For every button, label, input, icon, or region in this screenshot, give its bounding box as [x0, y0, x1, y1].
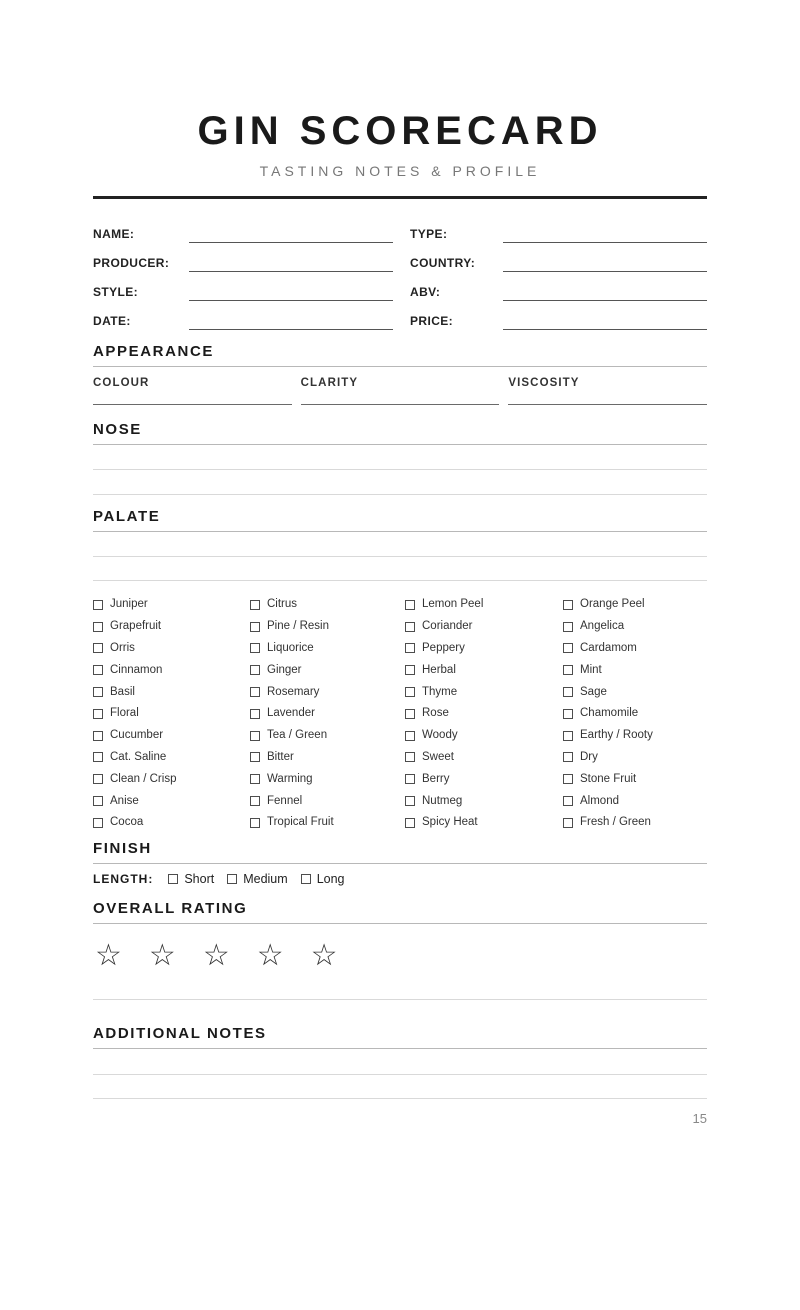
scorecard-page: [0, 110, 800, 1310]
header-divider: [93, 196, 707, 199]
checkbox-icon[interactable]: [563, 600, 573, 610]
aroma-item-juniper[interactable]: [93, 594, 250, 616]
aroma-label: Spicy Heat: [422, 816, 478, 829]
star-outline-icon[interactable]: ☆: [256, 937, 284, 973]
checkbox-icon[interactable]: [563, 622, 573, 632]
checkbox-icon[interactable]: [405, 796, 415, 806]
checkbox-icon[interactable]: [93, 709, 103, 719]
aroma-item-lemon-peel[interactable]: [405, 594, 563, 616]
aroma-item-sweet[interactable]: [405, 747, 563, 769]
aroma-item-fresh-green[interactable]: [563, 812, 707, 834]
checkbox-icon[interactable]: [563, 687, 573, 697]
checkbox-icon[interactable]: [168, 874, 178, 884]
checkbox-icon[interactable]: [405, 774, 415, 784]
aroma-item-spicy-heat[interactable]: [405, 812, 563, 834]
aroma-label: Tea / Green: [267, 729, 328, 742]
page-subtitle: TASTING NOTES & PROFILE: [259, 163, 541, 179]
aroma-label: Fennel: [267, 794, 303, 807]
aroma-item-rose[interactable]: [405, 703, 563, 725]
length-option-medium[interactable]: [227, 872, 287, 886]
rating-writing-line[interactable]: [93, 999, 707, 1000]
aroma-label: Floral: [110, 707, 139, 720]
aroma-item-tropical-fruit[interactable]: [250, 812, 405, 834]
aroma-label: Lemon Peel: [422, 598, 484, 611]
checkbox-icon[interactable]: [250, 600, 260, 610]
aroma-label: Sage: [580, 685, 607, 698]
checkbox-icon[interactable]: [563, 774, 573, 784]
checkbox-icon[interactable]: [250, 796, 260, 806]
aroma-label: Herbal: [422, 663, 456, 676]
aroma-item-thyme[interactable]: [405, 681, 563, 703]
aroma-label: Angelica: [580, 620, 625, 633]
aroma-label: Cocoa: [110, 816, 144, 829]
appearance-col-colour: [93, 376, 292, 405]
aroma-item-orange-peel[interactable]: [563, 594, 707, 616]
field-label-date: DATE:: [93, 314, 131, 328]
aroma-item-stone-fruit[interactable]: [563, 768, 707, 790]
field-label-abv: ABV:: [410, 285, 441, 299]
nose-writing-line[interactable]: [93, 469, 707, 470]
checkbox-icon[interactable]: [93, 622, 103, 632]
aroma-label: Warming: [267, 772, 313, 785]
aroma-label: Fresh / Green: [580, 816, 651, 829]
checkbox-icon[interactable]: [250, 622, 260, 632]
aroma-item-cocoa[interactable]: [93, 812, 250, 834]
aroma-item-sage[interactable]: [563, 681, 707, 703]
section-title-finish: FINISH: [93, 841, 707, 864]
aroma-label: Liquorice: [267, 641, 314, 654]
aroma-label: Rosemary: [267, 685, 320, 698]
checkbox-icon[interactable]: [405, 818, 415, 828]
field-input-type[interactable]: [503, 225, 707, 243]
viscosity-input-line[interactable]: [508, 404, 707, 405]
aroma-item-angelica[interactable]: [563, 616, 707, 638]
section-title-nose: NOSE: [93, 422, 707, 445]
star-outline-icon[interactable]: ☆: [148, 937, 176, 973]
aroma-label: Citrus: [267, 598, 298, 611]
star-rating-row: [95, 939, 707, 973]
checkbox-icon[interactable]: [563, 752, 573, 762]
aroma-label: Coriander: [422, 620, 473, 633]
length-option-long[interactable]: [301, 872, 345, 886]
page-number: 15: [692, 1110, 707, 1126]
field-label-country: COUNTRY:: [410, 256, 476, 270]
aroma-label: Thyme: [422, 685, 458, 698]
field-label-name: NAME:: [93, 227, 135, 241]
aroma-item-coriander[interactable]: [405, 616, 563, 638]
checkbox-icon[interactable]: [250, 774, 260, 784]
aroma-label: Stone Fruit: [580, 772, 637, 785]
aroma-label: Sweet: [422, 750, 454, 763]
aroma-item-mint[interactable]: [563, 659, 707, 681]
aroma-item-floral[interactable]: [93, 703, 250, 725]
checkbox-icon[interactable]: [563, 665, 573, 675]
aroma-label: Nutmeg: [422, 794, 463, 807]
star-outline-icon[interactable]: ☆: [310, 937, 338, 973]
checkbox-icon[interactable]: [93, 752, 103, 762]
checkbox-icon[interactable]: [227, 874, 237, 884]
aroma-item-warming[interactable]: [250, 768, 405, 790]
aroma-item-rosemary[interactable]: [250, 681, 405, 703]
length-option-short[interactable]: [168, 872, 214, 886]
field-label-type: TYPE:: [410, 227, 448, 241]
aroma-item-ginger[interactable]: [250, 659, 405, 681]
notes-writing-line[interactable]: [93, 1098, 707, 1099]
aroma-label: Cinnamon: [110, 663, 163, 676]
aroma-item-woody[interactable]: [405, 725, 563, 747]
aroma-label: Mint: [580, 663, 602, 676]
palate-writing-line[interactable]: [93, 580, 707, 581]
appearance-col-clarity: [301, 376, 500, 405]
checkbox-icon[interactable]: [563, 731, 573, 741]
star-outline-icon[interactable]: ☆: [95, 937, 122, 973]
aroma-label: Peppery: [422, 641, 465, 654]
aroma-checkbox-grid: [93, 594, 707, 834]
checkbox-icon[interactable]: [405, 643, 415, 653]
clarity-input-line[interactable]: [301, 404, 500, 405]
aroma-label: Bitter: [267, 750, 294, 763]
aroma-item-orris[interactable]: [93, 638, 250, 660]
aroma-label: Orris: [110, 641, 135, 654]
aroma-label: Lavender: [267, 707, 315, 720]
aroma-label: Rose: [422, 707, 449, 720]
checkbox-icon[interactable]: [93, 643, 103, 653]
aroma-item-cucumber[interactable]: [93, 725, 250, 747]
length-option-label: Short: [184, 872, 215, 887]
checkbox-icon[interactable]: [563, 796, 573, 806]
aroma-item-pine-resin[interactable]: [250, 616, 405, 638]
length-label: LENGTH:: [93, 872, 154, 887]
aroma-item-fennel[interactable]: [250, 790, 405, 812]
aroma-item-basil[interactable]: [93, 681, 250, 703]
aroma-label: Woody: [422, 729, 458, 742]
section-title-additional-notes: ADDITIONAL NOTES: [93, 1026, 707, 1049]
checkbox-icon[interactable]: [250, 709, 260, 719]
aroma-label: Cat. Saline: [110, 750, 167, 763]
aroma-item-liquorice[interactable]: [250, 638, 405, 660]
aroma-label: Almond: [580, 794, 619, 807]
checkbox-icon[interactable]: [93, 774, 103, 784]
field-input-date[interactable]: [189, 312, 393, 330]
aroma-item-dry[interactable]: [563, 747, 707, 769]
field-input-price[interactable]: [503, 312, 707, 330]
aroma-item-almond[interactable]: [563, 790, 707, 812]
field-input-name[interactable]: [189, 225, 393, 243]
aroma-item-cat-saline[interactable]: [93, 747, 250, 769]
checkbox-icon[interactable]: [405, 600, 415, 610]
aroma-label: Tropical Fruit: [267, 816, 334, 829]
colour-label: COLOUR: [93, 377, 150, 389]
aroma-label: Orange Peel: [580, 598, 645, 611]
aroma-label: Juniper: [110, 598, 148, 611]
checkbox-icon[interactable]: [563, 643, 573, 653]
field-label-producer: PRODUCER:: [93, 256, 170, 270]
checkbox-icon[interactable]: [405, 731, 415, 741]
checkbox-icon[interactable]: [301, 874, 311, 884]
page-title: GIN SCORECARD: [197, 109, 603, 153]
field-label-style: STYLE:: [93, 285, 139, 299]
checkbox-icon[interactable]: [250, 818, 260, 828]
aroma-label: Earthy / Rooty: [580, 729, 653, 742]
checkbox-icon[interactable]: [405, 709, 415, 719]
aroma-item-citrus[interactable]: [250, 594, 405, 616]
aroma-label: Clean / Crisp: [110, 772, 177, 785]
checkbox-icon[interactable]: [93, 665, 103, 675]
meta-fields: [93, 225, 707, 330]
aroma-item-earthy-rooty[interactable]: [563, 725, 707, 747]
checkbox-icon[interactable]: [405, 752, 415, 762]
checkbox-icon[interactable]: [93, 687, 103, 697]
checkbox-icon[interactable]: [405, 687, 415, 697]
aroma-item-berry[interactable]: [405, 768, 563, 790]
colour-input-line[interactable]: [93, 404, 292, 405]
section-title-overall-rating: OVERALL RATING: [93, 901, 707, 924]
appearance-col-viscosity: [508, 376, 707, 405]
field-input-producer[interactable]: [189, 254, 393, 272]
checkbox-icon[interactable]: [93, 731, 103, 741]
field-input-country[interactable]: [503, 254, 707, 272]
aroma-item-anise[interactable]: [93, 790, 250, 812]
checkbox-icon[interactable]: [405, 665, 415, 675]
checkbox-icon[interactable]: [250, 752, 260, 762]
clarity-label: CLARITY: [300, 377, 359, 389]
length-option-label: Long: [316, 872, 345, 887]
length-option-label: Medium: [243, 872, 288, 887]
palate-writing-line[interactable]: [93, 556, 707, 557]
section-title-appearance: APPEARANCE: [93, 344, 707, 367]
checkbox-icon[interactable]: [563, 818, 573, 828]
checkbox-icon[interactable]: [563, 709, 573, 719]
checkbox-icon[interactable]: [250, 687, 260, 697]
aroma-label: Cardamom: [580, 641, 637, 654]
aroma-item-herbal[interactable]: [405, 659, 563, 681]
aroma-label: Pine / Resin: [267, 620, 330, 633]
checkbox-icon[interactable]: [250, 731, 260, 741]
aroma-item-grapefruit[interactable]: [93, 616, 250, 638]
checkbox-icon[interactable]: [405, 622, 415, 632]
aroma-item-nutmeg[interactable]: [405, 790, 563, 812]
field-input-abv[interactable]: [503, 283, 707, 301]
star-outline-icon[interactable]: ☆: [202, 937, 230, 973]
appearance-columns: [93, 376, 707, 405]
aroma-label: Berry: [422, 772, 450, 785]
aroma-label: Dry: [580, 750, 598, 763]
aroma-label: Anise: [110, 794, 139, 807]
section-title-palate: PALATE: [93, 509, 707, 532]
checkbox-icon[interactable]: [250, 665, 260, 675]
aroma-label: Cucumber: [110, 729, 164, 742]
viscosity-label: VISCOSITY: [508, 377, 580, 389]
aroma-item-clean-crisp[interactable]: [93, 768, 250, 790]
aroma-item-chamomile[interactable]: [563, 703, 707, 725]
checkbox-icon[interactable]: [93, 796, 103, 806]
aroma-item-tea-green[interactable]: [250, 725, 405, 747]
aroma-label: Basil: [110, 685, 135, 698]
aroma-label: Chamomile: [580, 707, 639, 720]
aroma-label: Ginger: [267, 663, 302, 676]
field-label-price: PRICE:: [410, 314, 454, 328]
aroma-item-cardamom[interactable]: [563, 638, 707, 660]
aroma-item-bitter[interactable]: [250, 747, 405, 769]
checkbox-icon[interactable]: [93, 600, 103, 610]
field-input-style[interactable]: [189, 283, 393, 301]
aroma-item-peppery[interactable]: [405, 638, 563, 660]
nose-writing-line[interactable]: [93, 494, 707, 495]
checkbox-icon[interactable]: [93, 818, 103, 828]
aroma-item-cinnamon[interactable]: [93, 659, 250, 681]
checkbox-icon[interactable]: [250, 643, 260, 653]
notes-writing-line[interactable]: [93, 1074, 707, 1075]
aroma-label: Grapefruit: [110, 620, 162, 633]
finish-length-row: [93, 872, 707, 887]
aroma-item-lavender[interactable]: [250, 703, 405, 725]
